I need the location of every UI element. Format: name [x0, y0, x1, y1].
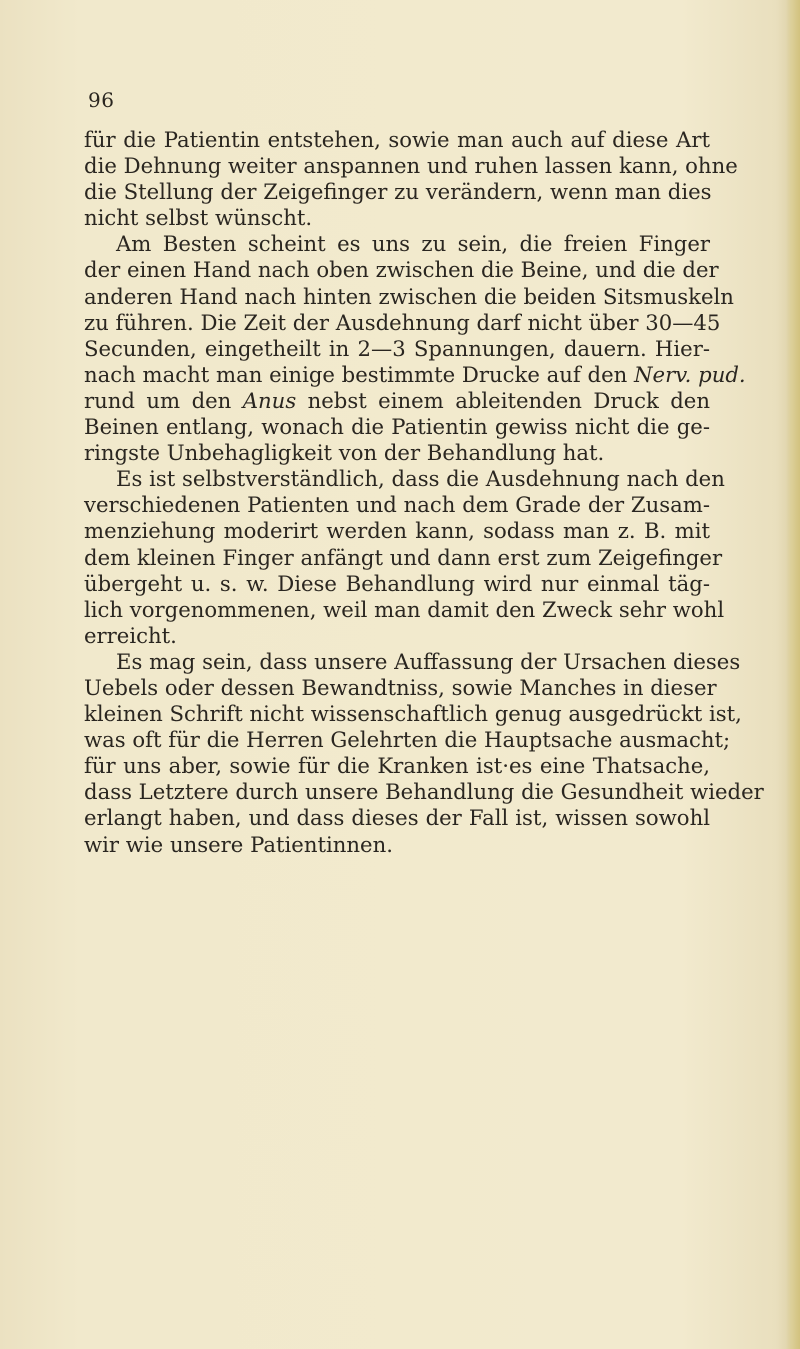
text-line: anderen Hand nach hinten zwischen die beiden Sitsmuskeln: [84, 283, 734, 309]
text-line: erlangt haben, und dass dieses der Fall ist, wissen sowohl: [84, 805, 710, 831]
text-line: was oft für die Herren Gelehrten die Hauptsache ausmacht;: [84, 727, 731, 753]
text-line: der einen Hand nach oben zwischen die Beine, und die der: [84, 257, 719, 283]
text-line: menziehung moderirt werden kann, sodass man z. B. mit: [84, 518, 710, 544]
text-line: ringste Unbehagligkeit von der Behandlung hat.: [84, 440, 605, 466]
text-segment: nach macht man einige bestimmte Drucke auf den: [84, 361, 634, 387]
text-line: dass Letztere durch unsere Behandlung die Gesundheit wieder: [84, 779, 764, 805]
text-line: [84, 361, 746, 388]
text-line: nicht selbst wünscht.: [84, 205, 313, 231]
text-line: die Dehnung weiter anspannen und ruhen lassen kann, ohne: [84, 153, 738, 179]
page-edge-shadow: [786, 0, 800, 1349]
text-line: Am Besten scheint es uns zu sein, die freien Finger: [116, 231, 710, 257]
text-line: lich vorgenommenen, weil man damit den Zweck sehr wohl: [84, 596, 725, 622]
text-line: Secunden, eingetheilt in 2—3 Spannungen, dauern. Hier-: [84, 335, 710, 361]
page-number: 96: [88, 88, 115, 112]
text-line: Uebels oder dessen Bewandtniss, sowie Manches in dieser: [84, 674, 717, 700]
italic-term: Anus: [242, 387, 297, 413]
text-line: zu führen. Die Zeit der Ausdehnung darf nicht über 30—45: [84, 309, 721, 335]
text-line: die Stellung der Zeigefinger zu verändern, wenn man dies: [84, 179, 712, 205]
text-line: für die Patientin entstehen, sowie man auch auf diese Art: [84, 127, 710, 152]
text-segment: nebst einem ableitenden Druck den: [296, 387, 710, 413]
italic-term: Nerv. pud.: [634, 361, 746, 387]
text-line: [84, 388, 710, 414]
text-line: Es ist selbstverständlich, dass die Ausdehnung nach den: [116, 466, 725, 492]
text-line: übergeht u. s. w. Diese Behandlung wird nur einmal täg-: [84, 570, 710, 596]
body-text: [84, 127, 764, 858]
text-segment: rund um den: [84, 387, 243, 413]
text-line: für uns aber, sowie für die Kranken ist·es eine Thatsache,: [84, 753, 710, 779]
text-line: Beinen entlang, wonach die Patientin gewiss nicht die ge-: [84, 414, 710, 440]
text-line: wir wie unsere Patientinnen.: [84, 831, 393, 857]
text-line: erreicht.: [84, 622, 177, 648]
text-line: Es mag sein, dass unsere Auffassung der Ursachen dieses: [116, 648, 741, 674]
text-line: dem kleinen Finger anfängt und dann erst zum Zeigefinger: [84, 544, 723, 570]
text-line: kleinen Schrift nicht wissenschaftlich genug ausgedrückt ist,: [84, 701, 742, 727]
text-line: verschiedenen Patienten und nach dem Grade der Zusam-: [84, 492, 710, 518]
